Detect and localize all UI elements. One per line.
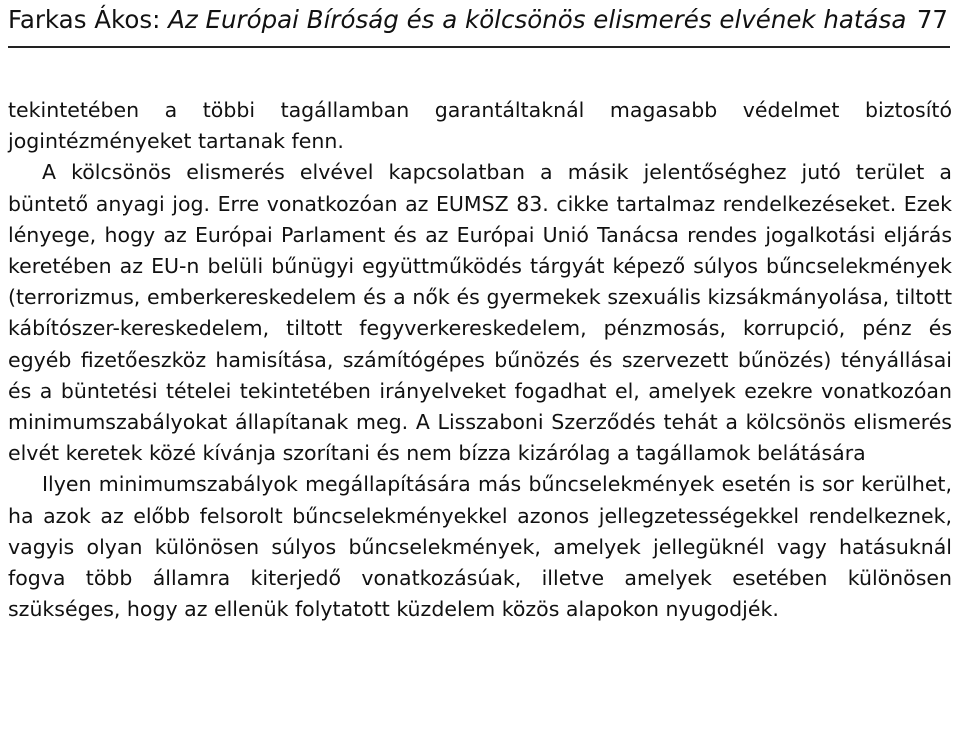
paragraph-minimum-rules: Ilyen minimumszabályok megállapítására más bűncselekmények esetén is sor kerülhet, ha azok az előbb felsorolt bűncselekményekkel azonos jellegzetességekkel rendelkeznek, vagyis olyan különösen súlyos bűncselekmények, amelyek jellegüknél vagy hatásuknál fogva több államra kiterjedő vonatkozásúak, illetve amelyek esetében különösen szükséges, hogy az ellenük folytatott küzdelem közös alapokon nyugodjék. [8, 472, 952, 622]
header-title: Az Európai Bíróság és a kölcsönös elismerés elvének hatása [168, 5, 907, 34]
running-header [8, 6, 950, 48]
body-text [8, 95, 952, 625]
paragraph-continuation: tekintetében a többi tagállamban garantáltaknál magasabb védelmet biztosító jogintézményeket tartanak fenn. [8, 98, 952, 154]
header-author: Farkas Ákos: [8, 5, 161, 34]
paragraph-criminal-law: A kölcsönös elismerés elvével kapcsolatban a másik jelentőséghez jutó terület a büntető anyagi jog. Erre vonatkozóan az EUMSZ 83. cikke tartalmaz rendelkezéseket. Ezek lényege, hogy az Európai Parlament és az Európai Unió Tanácsa rendes jogalkotási eljárás keretében az EU-n belüli bűnügyi együttműködés tárgyát képező súlyos bűncselekmények (terrorizmus, emberkereskedelem és a nők és gyermekek szexuális kizsákmányolása, tiltott kábítószer-kereskedelem, tiltott fegyverkereskedelem, pénzmosás, korrupció, pénz és egyéb fizetőeszköz hamisítása, számítógépes bűnözés és szervezett bűnözés) tényállásai és a büntetési tételei tekintetében irányelveket fogadhat el, amelyek ezekre vonatkozóan minimumszabályokat állapítanak meg. A Lisszaboni Szerződés tehát a kölcsönös elismerés elvét keretek közé kívánja szorítani és nem bízza kizárólag a tagállamok belátására [8, 160, 952, 466]
page-number: 77 [916, 5, 948, 34]
